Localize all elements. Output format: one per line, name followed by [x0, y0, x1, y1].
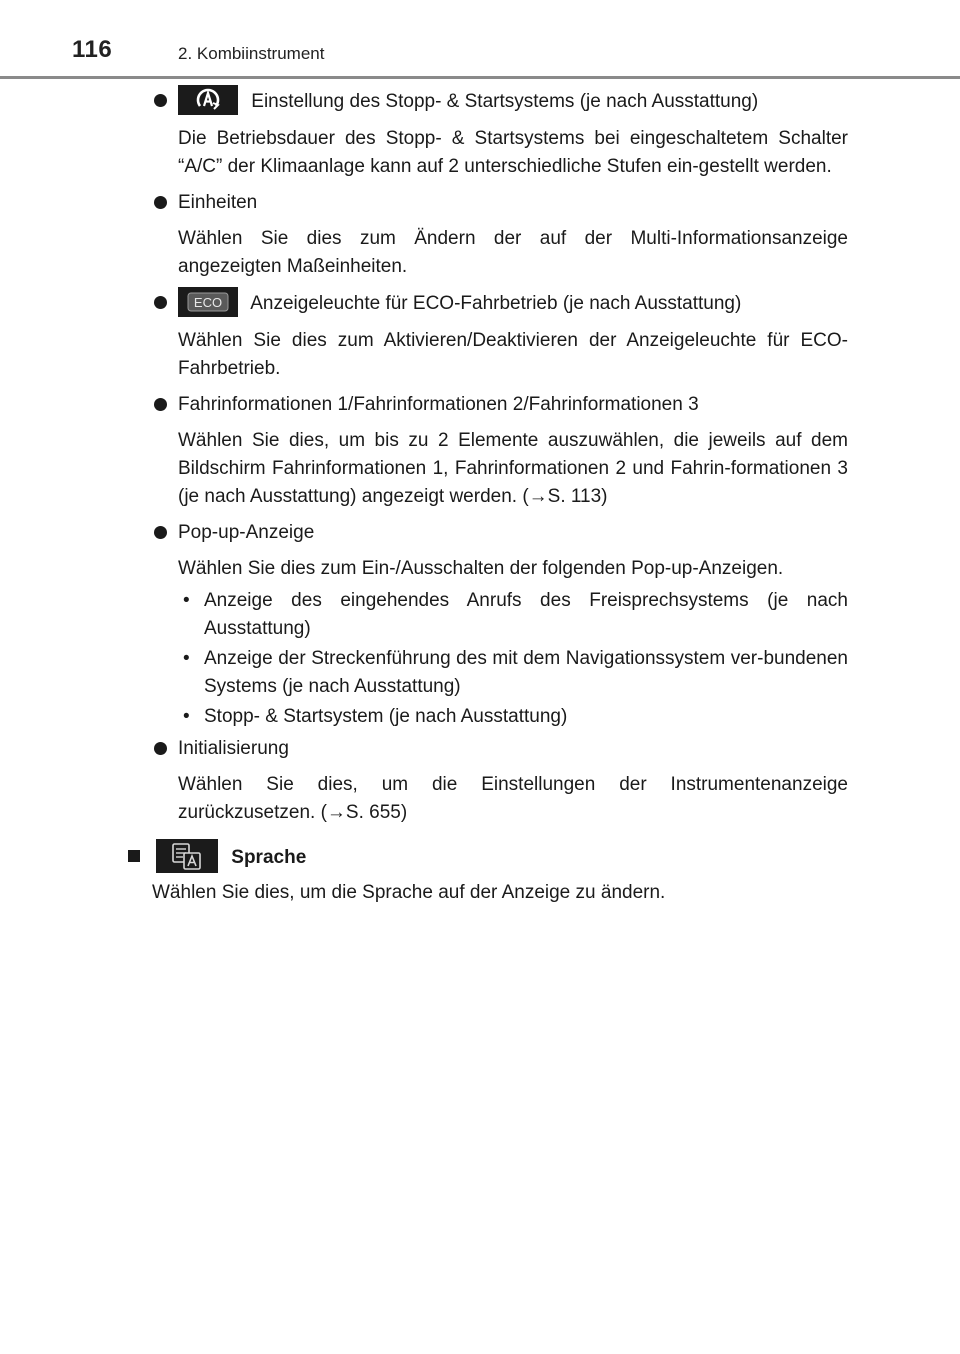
auto-stop-start-icon	[178, 85, 238, 115]
sub-bullet-icon: •	[183, 590, 190, 611]
list-item	[0, 391, 960, 511]
sub-bullet-icon: •	[183, 706, 190, 727]
section-heading	[0, 841, 960, 875]
item-title: Fahrinformationen 1/Fahrinformationen 2/Fahrinformationen 3	[178, 394, 699, 415]
list-item	[0, 189, 960, 281]
list-item	[0, 87, 960, 181]
eco-icon-label: ECO	[193, 295, 223, 310]
chapter-title: 2. Kombiinstrument	[178, 44, 325, 63]
list-item	[0, 519, 960, 731]
language-icon	[156, 839, 218, 873]
section-title: Sprache	[231, 847, 307, 868]
bullet-icon	[154, 94, 167, 107]
bullet-icon	[154, 742, 167, 755]
item-title: Pop-up-Anzeige	[178, 522, 315, 543]
sub-list-item: • Anzeige der Streckenführung des mit dem Navigationssystem ver-bundenen Systems (je nach Ausstattung)	[0, 645, 960, 701]
sub-list-item: • Stopp- & Startsystem (je nach Ausstattung)	[0, 703, 960, 731]
sub-bullet-icon: •	[183, 648, 190, 669]
item-title: Initialisierung	[178, 738, 289, 759]
page-header	[0, 0, 960, 80]
sub-list	[0, 587, 960, 731]
list-item	[0, 735, 960, 827]
bullet-icon	[154, 526, 167, 539]
eco-icon	[178, 287, 238, 317]
item-title: Anzeigeleuchte für ECO-Fahrbetrieb (je nach Ausstattung)	[250, 293, 742, 315]
item-description: Die Betriebsdauer des Stopp- & Startsystems bei eingeschaltetem Schalter “A/C” der Klimaanlage kann auf 2 unterschiedliche Stufen ein-gestellt werden.	[178, 128, 848, 177]
section-description: Wählen Sie dies, um die Sprache auf der Anzeige zu ändern.	[152, 882, 666, 903]
page-content	[0, 87, 960, 907]
item-title: Einstellung des Stopp- & Startsystems (je nach Ausstattung)	[251, 91, 759, 113]
item-title: Einheiten	[178, 192, 258, 213]
item-description: Wählen Sie dies zum Aktivieren/Deaktivieren der Anzeigeleuchte für ECO-Fahrbetrieb.	[178, 330, 848, 379]
bullet-icon	[154, 196, 167, 209]
item-description: Wählen Sie dies, um die Einstellungen der Instrumentenanzeige zurückzusetzen. (→S. 655)	[178, 774, 848, 823]
square-bullet-icon	[128, 850, 140, 862]
bullet-icon	[154, 398, 167, 411]
header-rule	[0, 76, 960, 79]
page-number: 116	[72, 36, 113, 63]
item-description: Wählen Sie dies zum Ändern der auf der Multi-Informationsanzeige angezeigten Maßeinheiten.	[178, 228, 848, 277]
sub-list-item: • Anzeige des eingehendes Anrufs des Freisprechsystems (je nach Ausstattung)	[0, 587, 960, 643]
list-item	[0, 289, 960, 383]
item-description: Wählen Sie dies zum Ein-/Ausschalten der folgenden Pop-up-Anzeigen.	[178, 558, 784, 579]
item-description: Wählen Sie dies, um bis zu 2 Elemente auszuwählen, die jeweils auf dem Bildschirm Fahrinformationen 1, Fahrinformationen 2 und Fahrin-formationen 3 (je nach Ausstattung) angezeigt werden. (→S. 113)	[178, 430, 848, 507]
bullet-icon	[154, 296, 167, 309]
